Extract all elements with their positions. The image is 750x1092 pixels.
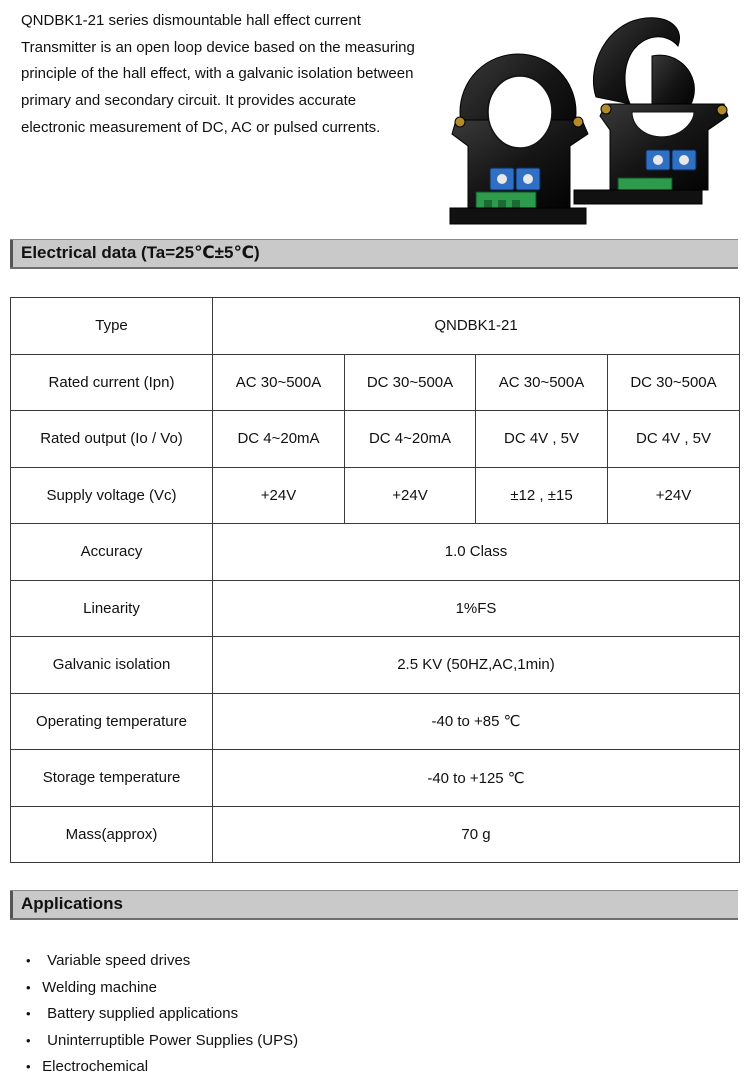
- row-label: Rated current (Ipn): [11, 354, 213, 411]
- row-label: Storage temperature: [11, 750, 213, 807]
- row-label: Linearity: [11, 580, 213, 637]
- table-cell: DC 30~500A: [345, 354, 476, 411]
- bullet-icon: •: [26, 979, 31, 995]
- header-edge: [10, 240, 13, 267]
- row-label: Galvanic isolation: [11, 637, 213, 694]
- row-label: Operating temperature: [11, 693, 213, 750]
- list-item-label: Battery supplied applications: [47, 1005, 239, 1023]
- table-row: [11, 354, 740, 411]
- electrical-data-header: [10, 239, 738, 269]
- table-cell: 2.5 KV (50HZ,AC,1min): [213, 637, 740, 694]
- section-title: Electrical data (Ta=25℃±5℃): [21, 243, 260, 262]
- table-row: [11, 750, 740, 807]
- table-cell: DC 4V , 5V: [608, 411, 740, 468]
- table-cell: 70 g: [213, 806, 740, 863]
- applications-header: [10, 890, 738, 920]
- row-label: Accuracy: [11, 524, 213, 581]
- table-cell: 1%FS: [213, 580, 740, 637]
- table-cell: -40 to +85 ℃: [213, 693, 740, 750]
- list-item-label: Uninterruptible Power Supplies (UPS): [47, 1031, 299, 1049]
- list-item-label: Welding machine: [42, 978, 157, 996]
- table-cell: DC 4V , 5V: [476, 411, 608, 468]
- description-line: primary and secondary circuit. It provides accurate: [21, 92, 357, 110]
- list-item: [26, 1028, 298, 1055]
- row-label: Mass(approx): [11, 806, 213, 863]
- table-row: [11, 637, 740, 694]
- table-row: [11, 467, 740, 524]
- list-item: [26, 948, 298, 975]
- table-row: [11, 580, 740, 637]
- list-item: [26, 1054, 298, 1081]
- table-row: [11, 411, 740, 468]
- description-line: electronic measurement of DC, AC or pulsed currents.: [21, 118, 381, 136]
- table-cell: +24V: [345, 467, 476, 524]
- table-cell: QNDBK1-21: [213, 298, 740, 355]
- table-cell: DC 4~20mA: [213, 411, 345, 468]
- table-cell: AC 30~500A: [213, 354, 345, 411]
- table-cell: DC 4~20mA: [345, 411, 476, 468]
- bullet-icon: •: [26, 1059, 31, 1075]
- section-title: Applications: [21, 894, 124, 913]
- bullet-icon: •: [26, 1006, 31, 1022]
- list-item-label: Variable speed drives: [47, 952, 191, 969]
- list-item-label: Electrochemical: [42, 1058, 149, 1076]
- product-description: [21, 8, 441, 142]
- bullet-icon: •: [26, 1032, 31, 1048]
- table-cell: +24V: [608, 467, 740, 524]
- split-core-sensor-open: [574, 18, 728, 204]
- electrical-data-table: [10, 297, 740, 863]
- header-edge: [10, 891, 13, 918]
- table-cell: DC 30~500A: [608, 354, 740, 411]
- description-line: QNDBK1-21 series dismountable hall effect current: [21, 12, 361, 29]
- table-row: [11, 693, 740, 750]
- row-label: Rated output (Io / Vo): [11, 411, 213, 468]
- table-cell: -40 to +125 ℃: [213, 750, 740, 807]
- table-cell: ±12 , ±15: [476, 467, 608, 524]
- table-cell: AC 30~500A: [476, 354, 608, 411]
- description-line: principle of the hall effect, with a galvanic isolation between: [21, 65, 414, 83]
- closed-core-sensor: [450, 54, 588, 224]
- applications-list: [26, 948, 298, 1081]
- table-row: [11, 524, 740, 581]
- product-photo: [446, 12, 742, 242]
- table-cell: 1.0 Class: [213, 524, 740, 581]
- list-item: [26, 1001, 298, 1028]
- table-row: [11, 806, 740, 863]
- table-row: [11, 298, 740, 355]
- table-cell: +24V: [213, 467, 345, 524]
- bullet-icon: •: [26, 953, 31, 968]
- row-label: Supply voltage (Vc): [11, 467, 213, 524]
- row-label: Type: [11, 298, 213, 355]
- description-line: Transmitter is an open loop device based on the measuring: [21, 38, 415, 56]
- list-item: [26, 975, 298, 1002]
